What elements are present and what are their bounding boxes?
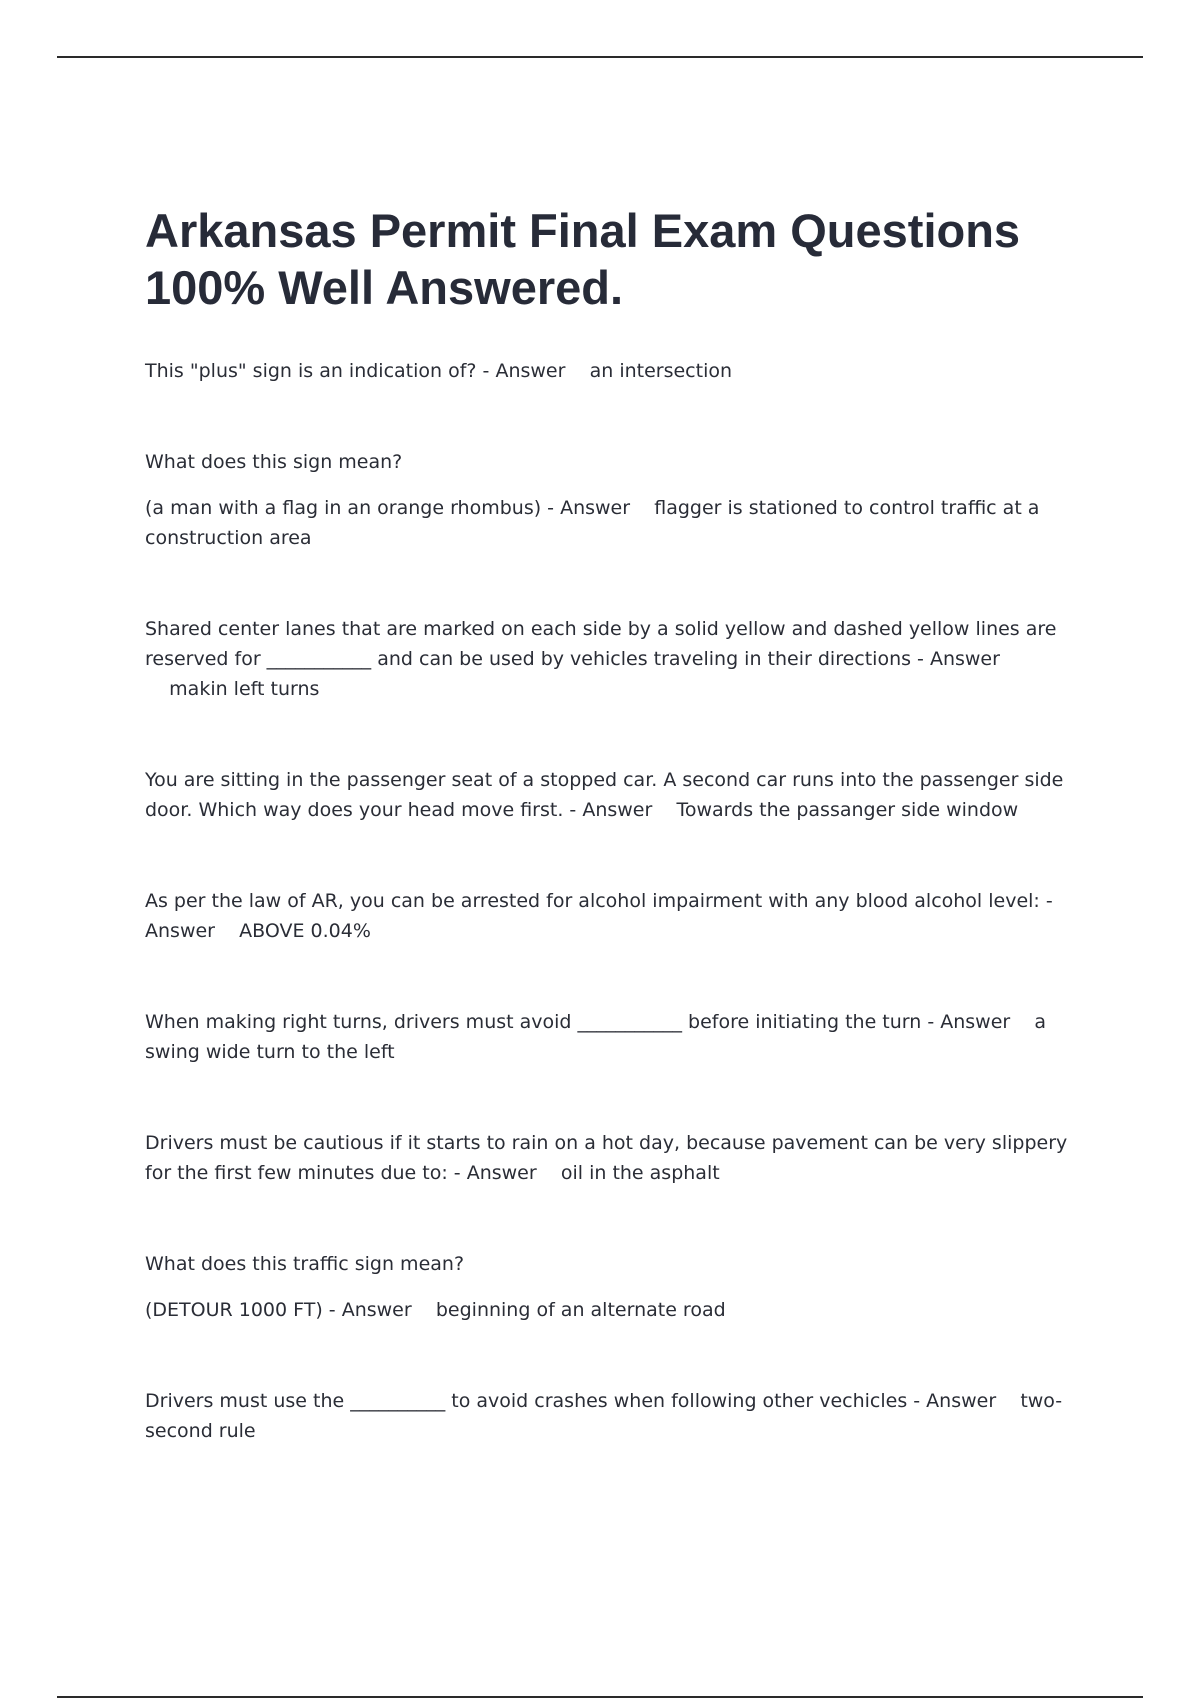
answer-text: ABOVE 0.04%: [239, 920, 371, 942]
answer-text: beginning of an alternate road: [435, 1299, 726, 1321]
qa-text: [145, 1295, 1080, 1325]
question-heading: What does this sign mean?: [145, 451, 403, 473]
qa-item-5: [145, 886, 1080, 946]
question-text: (DETOUR 1000 FT) - Answer: [145, 1299, 412, 1321]
question-text: Shared center lanes that are marked on each side by a solid yellow and dashed yellow lines are reserved for ___________ and can be used by vehicles traveling in their directions - Answer: [145, 618, 1057, 670]
qa-item-4: [145, 765, 1080, 825]
qa-item-9: [145, 1386, 1080, 1446]
question-text: This "plus" sign is an indication of? - Answer: [145, 360, 566, 382]
qa-item-6: [145, 1007, 1080, 1067]
question-text: Drivers must be cautious if it starts to rain on a hot day, because pavement can be very slippery for the first few minutes due to: - Answer: [145, 1132, 1068, 1184]
question-text: You are sitting in the passenger seat of a stopped car. A second car runs into the passenger side door. Which way does your head move first. - Answer: [145, 769, 1064, 821]
qa-text: [145, 1386, 1080, 1446]
document-body: [145, 202, 1080, 1507]
qa-text: [145, 886, 1080, 946]
question-text: As per the law of AR, you can be arrested for alcohol impairment with any blood alcohol level: - Answer: [145, 890, 1053, 942]
answer-text: two-second rule: [145, 1390, 1063, 1442]
bottom-rule: [57, 1696, 1143, 1698]
question-text: (a man with a flag in an orange rhombus) - Answer: [145, 497, 631, 519]
qa-text: [145, 1128, 1080, 1188]
question-text: When making right turns, drivers must avoid ___________ before initiating the turn - Answer: [145, 1011, 1011, 1033]
answer-text: an intersection: [589, 360, 733, 382]
qa-item-2: [145, 447, 1080, 553]
qa-item-1: [145, 356, 1080, 386]
answer-text: flagger is stationed to control traffic at a construction area: [145, 497, 1040, 549]
answer-text: Towards the passanger side window: [676, 799, 1019, 821]
question-heading: What does this traffic sign mean?: [145, 1253, 465, 1275]
document-title: Arkansas Permit Final Exam Questions 100% Well Answered.: [145, 204, 1021, 314]
qa-text: [145, 493, 1080, 553]
qa-item-3: [145, 614, 1080, 704]
top-rule: [57, 56, 1143, 58]
answer-text: a swing wide turn to the left: [145, 1011, 1047, 1063]
qa-text: [145, 356, 1080, 386]
qa-text: [145, 614, 1080, 704]
qa-item-7: [145, 1128, 1080, 1188]
qa-text: [145, 765, 1080, 825]
question-text: Drivers must use the __________ to avoid crashes when following other vechicles - Answer: [145, 1390, 997, 1412]
qa-item-8: [145, 1249, 1080, 1325]
qa-text: [145, 1007, 1080, 1067]
answer-text: oil in the asphalt: [560, 1162, 720, 1184]
answer-text: makin left turns: [169, 678, 320, 700]
